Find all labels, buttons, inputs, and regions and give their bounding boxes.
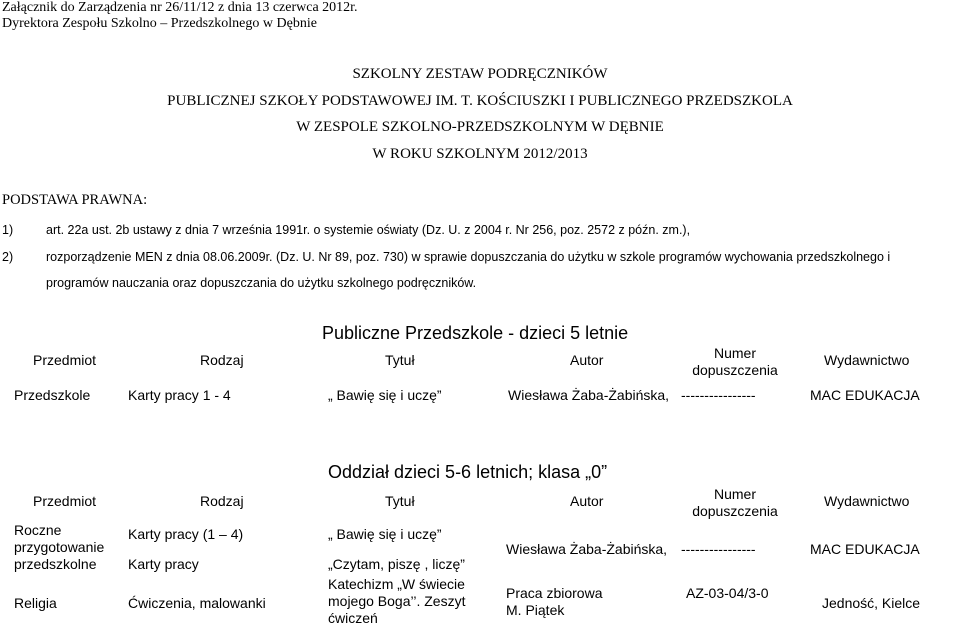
cell-wydawnictwo: MAC EDUKACJA [810,541,920,557]
col-header-autor: Autor [570,493,604,509]
cell-przedmiot: Roczne przygotowanie przedszkolne [14,522,105,572]
director-note: Dyrektora Zespołu Szkolno – Przedszkolnego w Dębnie [2,16,317,31]
col-header-przedmiot: Przedmiot [33,493,97,509]
cell-autor: Wiesława Żaba-Żabińska, [508,387,670,403]
cell-wydawnictwo: Jedność, Kielce [822,595,921,611]
col-header-numer: Numer dopuszczenia [692,486,778,519]
cell-numer: AZ-03-04/3-0 [686,585,769,601]
legal-item-number: 1) [2,223,14,237]
cell-tytul: Katechizm „W świecie mojego Boga’’. Zeszyt ćwiczeń [328,576,466,626]
cell-numer: ---------------- [681,541,756,557]
legal-item-2-continuation: programów nauczania oraz dopuszczania do użytku szkolnego podręczników. [46,276,477,290]
legal-basis-heading: PODSTAWA PRAWNA: [2,192,148,208]
cell-autor: Wiesława Żaba-Żabińska, [506,541,668,557]
document-title: SZKOLNY ZESTAW PODRĘCZNIKÓW [352,66,608,82]
col-header-przedmiot: Przedmiot [33,352,97,368]
cell-numer: ---------------- [681,387,756,403]
col-header-tytul: Tytuł [385,352,415,368]
cell-rodzaj: Karty pracy 1 - 4 [128,387,231,403]
cell-tytul: „Czytam, piszę , liczę” [328,556,465,572]
school-year: W ROKU SZKOLNYM 2012/2013 [372,146,588,162]
school-complex: W ZESPOLE SZKOLNO-PRZEDSZKOLNYM W DĘBNIE [296,119,664,135]
col-header-rodzaj: Rodzaj [200,352,244,368]
col-header-wydawnictwo: Wydawnictwo [824,493,910,509]
cell-autor: Praca zbiorowa M. Piątek [506,585,603,618]
legal-item-2: rozporządzenie MEN z dnia 08.06.2009r. (Dz. U. Nr 89, poz. 730) w sprawie dopuszczania do użytku w szkole programów wychowania przedszkolnego i [46,250,891,264]
col-header-tytul: Tytuł [385,493,415,509]
table2-title: Oddział dzieci 5-6 letnich; klasa „0” [328,462,608,482]
col-header-autor: Autor [570,352,604,368]
cell-rodzaj: Karty pracy [128,556,199,572]
attachment-note: Załącznik do Zarządzenia nr 26/11/12 z dnia 13 czerwca 2012r. [2,0,358,15]
col-header-rodzaj: Rodzaj [200,493,244,509]
cell-przedmiot: Przedszkole [14,387,91,403]
cell-wydawnictwo: MAC EDUKACJA [810,387,920,403]
col-header-numer: Numer dopuszczenia [692,345,778,378]
legal-item-1: art. 22a ust. 2b ustawy z dnia 7 września 1991r. o systemie oświaty (Dz. U. z 2004 r. Nr 256, poz. 2572 z późn. zm.), [46,223,691,237]
school-name: PUBLICZNEJ SZKOŁY PODSTAWOWEJ IM. T. KOŚCIUSZKI I PUBLICZNEGO PRZEDSZKOLA [167,93,793,109]
cell-tytul: „ Bawię się i uczę” [328,387,442,403]
table1-title: Publiczne Przedszkole - dzieci 5 letnie [322,323,629,343]
legal-item-number: 2) [2,250,14,264]
cell-przedmiot: Religia [14,595,57,611]
col-header-wydawnictwo: Wydawnictwo [824,352,910,368]
cell-tytul: „ Bawię się i uczę” [328,526,442,542]
cell-rodzaj: Ćwiczenia, malowanki [128,595,266,611]
cell-rodzaj: Karty pracy (1 – 4) [128,526,244,542]
